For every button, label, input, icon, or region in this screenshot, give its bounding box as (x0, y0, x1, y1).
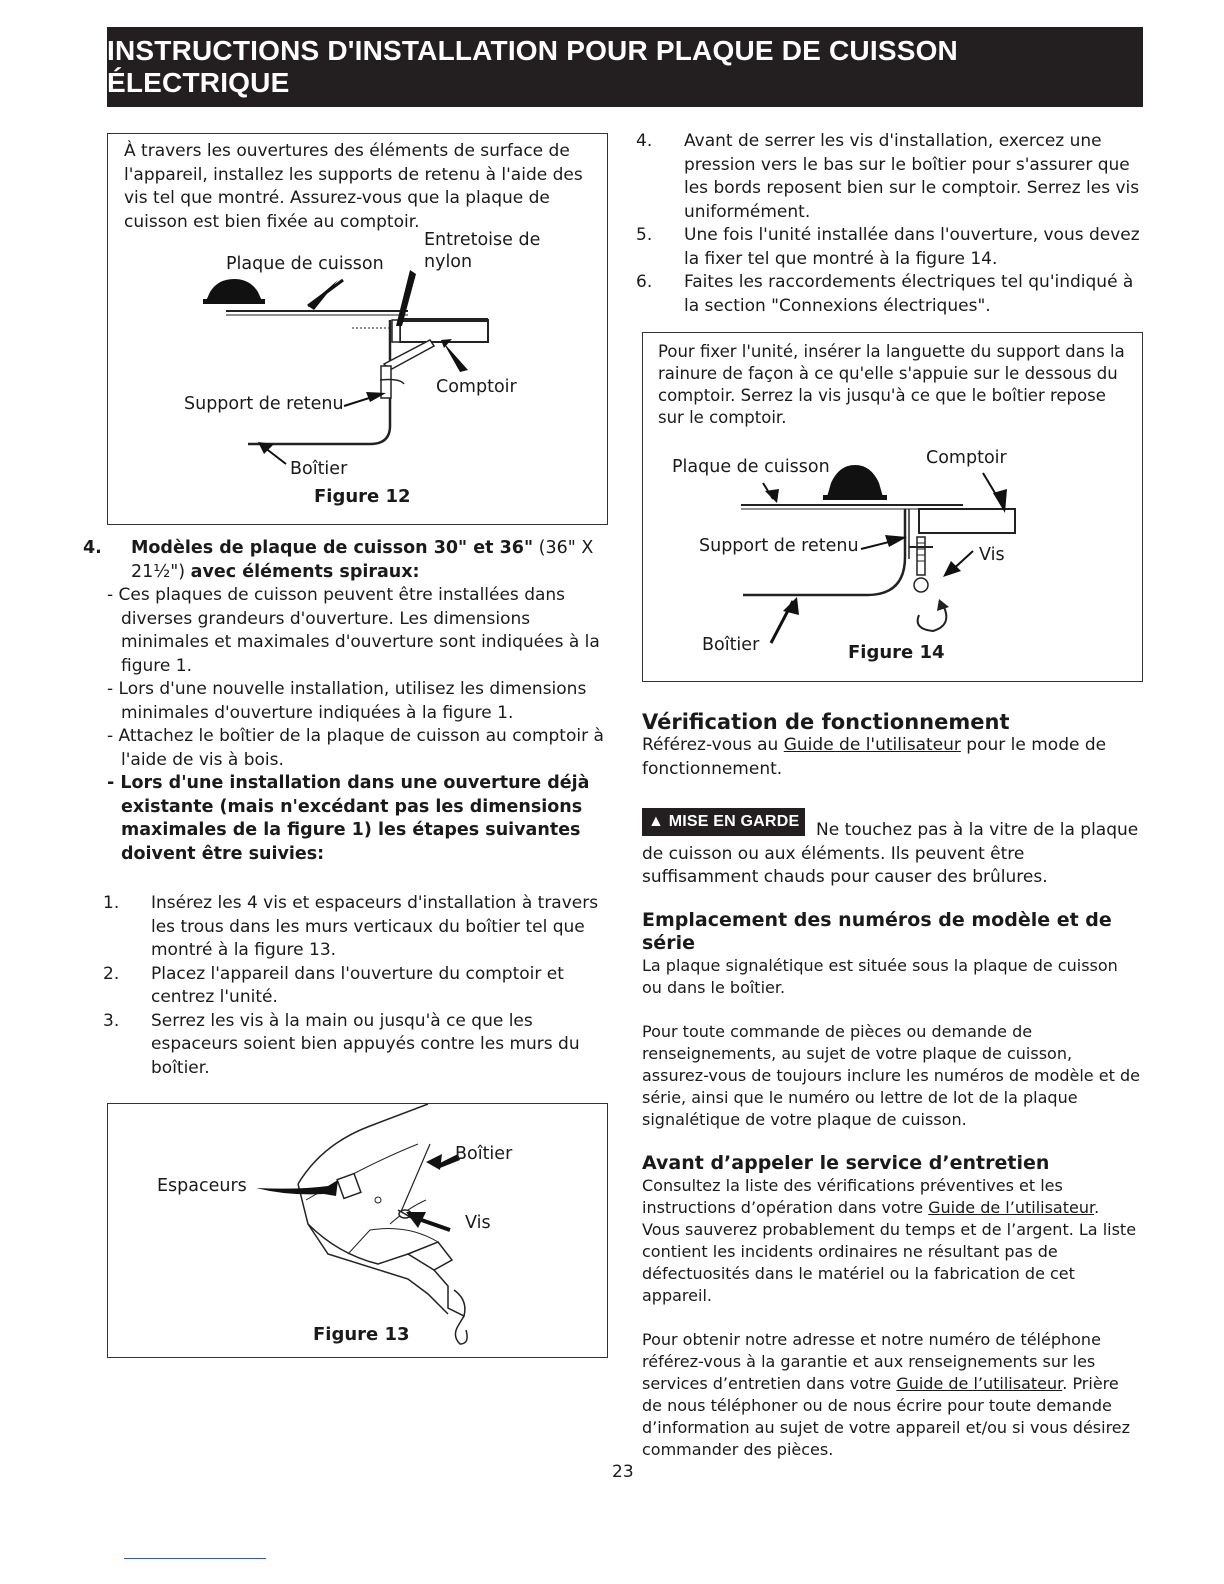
verification-text: Référez-vous au Guide de l'utilisateur pour le mode de fonctionnement. (642, 735, 1107, 779)
figure-13-caption: Figure 13 (313, 1324, 410, 1345)
figure-12-label-counter: Comptoir (436, 377, 517, 397)
figure-13-box (107, 1103, 608, 1358)
verification-section (642, 710, 1144, 781)
figure-14-label-counter: Comptoir (926, 448, 1007, 468)
section-4-bullet-1: - Ces plaques de cuisson peuvent être installées dans diverses grandeurs d'ouverture. Les dimensions minimales et maximales d'ouverture sont indiquées à la figure 1. (107, 585, 600, 676)
page-title-banner (107, 27, 1143, 107)
figure-14-illustration (643, 333, 1143, 681)
user-guide-link[interactable]: Guide de l’utilisateur (896, 1374, 1063, 1393)
figure-13-illustration (108, 1104, 608, 1356)
figure-14-label-bracket: Support de retenu (699, 536, 859, 556)
figure-13-label-box: Boîtier (455, 1144, 513, 1164)
service-paragraph-2: Pour obtenir notre adresse et notre numéro de téléphone référez-vous à la garantie et aux renseignements sur les services d’entretien dans votre Guide de l’utilisateur. Prière de nous téléphoner ou de nous écrire pour toute demande d’information au sujet de votre appareil et/ou si vous désirez commander des pièces. (642, 1330, 1131, 1459)
footer-divider (124, 1558, 266, 1559)
user-guide-link[interactable]: Guide de l'utilisateur (783, 735, 961, 755)
figure-14-text: Pour fixer l'unité, insérer la languette du support dans la rainure de façon à ce qu'elle s'appuie sur le dessous du comptoir. Serrez la vis jusqu'à ce que le boîtier repose sur le comptoir. (658, 342, 1125, 427)
page-number: 23 (612, 1462, 634, 1482)
model-numbers-text-1: La plaque signalétique est située sous la plaque de cuisson ou dans le boîtier. (642, 956, 1118, 997)
model-numbers-section (642, 909, 1142, 1131)
step-item: 2. Placez l'appareil dans l'ouverture du comptoir et centrez l'unité. (103, 963, 564, 1007)
warning-badge: ▲ MISE EN GARDE (642, 808, 805, 836)
service-title: Avant d’appeler le service d’entretien (642, 1152, 1050, 1174)
section-4-bullet-2: - Lors d'une nouvelle installation, utilisez les dimensions minimales d'ouverture indiquées à la figure 1. (107, 679, 587, 723)
figure-12-caption: Figure 12 (314, 486, 411, 507)
right-steps (636, 130, 1144, 318)
model-numbers-title: Emplacement des numéros de modèle et de série (642, 909, 1112, 954)
figure-14-caption: Figure 14 (848, 642, 945, 663)
section-4-heading: 4. Modèles de plaque de cuisson 30" et 36" (36" X 21½") avec éléments spiraux: (83, 538, 594, 582)
figure-12-label-cooktop: Plaque de cuisson (226, 254, 384, 274)
section-4-bullet-3: - Attachez le boîtier de la plaque de cuisson au comptoir à l'aide de vis à bois. (107, 726, 604, 770)
figure-13-label-spacers: Espaceurs (157, 1176, 247, 1196)
section-4-steps (103, 892, 599, 1080)
service-paragraph-1: Consultez la liste des vérifications préventives et les instructions d’opération dans votre Guide de l’utilisateur. Vous sauverez probablement du temps et de l’argent. La liste contient les incidents ordinaires ne résultant pas de défectuosités dans le matériel ou la fabrication de cet appareil. (642, 1176, 1137, 1305)
verification-title: Vérification de fonctionnement (642, 710, 1010, 734)
step-item: 1. Insérez les 4 vis et espaceurs d'installation à travers les trous dans les murs verticaux du boîtier tel que montré à la figure 13. (103, 893, 599, 960)
step-item: 3. Serrez les vis à la main ou jusqu'à ce que les espaceurs soient bien appuyés contre les murs du boîtier. (103, 1010, 580, 1078)
step-item: 6. Faites les raccordements électriques tel qu'indiqué à la section "Connexions électriques". (636, 272, 1134, 316)
figure-12-box (107, 133, 608, 525)
figure-14-label-box: Boîtier (702, 635, 760, 655)
warning-icon: ▲ (648, 813, 665, 830)
figure-12-label-bracket: Support de retenu (184, 394, 344, 414)
warning-section (642, 808, 1144, 890)
figure-12-label-spacer-2: nylon (424, 252, 473, 272)
figure-12-label-box: Boîtier (290, 459, 348, 479)
figure-14-label-cooktop: Plaque de cuisson (672, 457, 830, 477)
warning-text: Ne touchez pas à la vitre de la plaque de cuisson ou aux éléments. Ils peuvent être suffisamment chauds pour causer des brûlures. (642, 820, 1139, 887)
figure-13-label-screw: Vis (465, 1213, 491, 1233)
service-section (642, 1152, 1142, 1461)
figure-14-box (642, 332, 1143, 682)
section-4 (83, 537, 607, 866)
figure-12-illustration (108, 134, 608, 524)
step-item: 4. Avant de serrer les vis d'installation, exercez une pression vers le bas sur le boîtier pour s'assurer que les bords reposent bien sur le comptoir. Serrez les vis uniformément. (636, 131, 1140, 222)
section-4-bold-bullet: - Lors d'une installation dans une ouverture déjà existante (mais n'excédant pas les dimensions maximales de la figure 1) les étapes suivantes doivent être suivies: (107, 773, 590, 864)
figure-14-label-screw: Vis (979, 545, 1005, 565)
figure-12-text: À travers les ouvertures des éléments de surface de l'appareil, installez les supports de retenu à l'aide des vis tel que montré. Assurez-vous que la plaque de cuisson est bien fixée au comptoir. (124, 141, 583, 232)
user-guide-link[interactable]: Guide de l’utilisateur (928, 1198, 1095, 1217)
model-numbers-text-2: Pour toute commande de pièces ou demande de renseignements, au sujet de votre plaque de cuisson, assurez-vous de toujours inclure les numéros de modèle et de série, ainsi que le numéro ou lettre de lot de la plaque signalétique de votre plaque de cuisson. (642, 1022, 1140, 1129)
figure-12-label-spacer-1: Entretoise de (424, 230, 541, 250)
page-title: INSTRUCTIONS D'INSTALLATION POUR PLAQUE DE CUISSON ÉLECTRIQUE (107, 35, 958, 98)
step-item: 5. Une fois l'unité installée dans l'ouverture, vous devez la fixer tel que montré à la figure 14. (636, 225, 1140, 269)
